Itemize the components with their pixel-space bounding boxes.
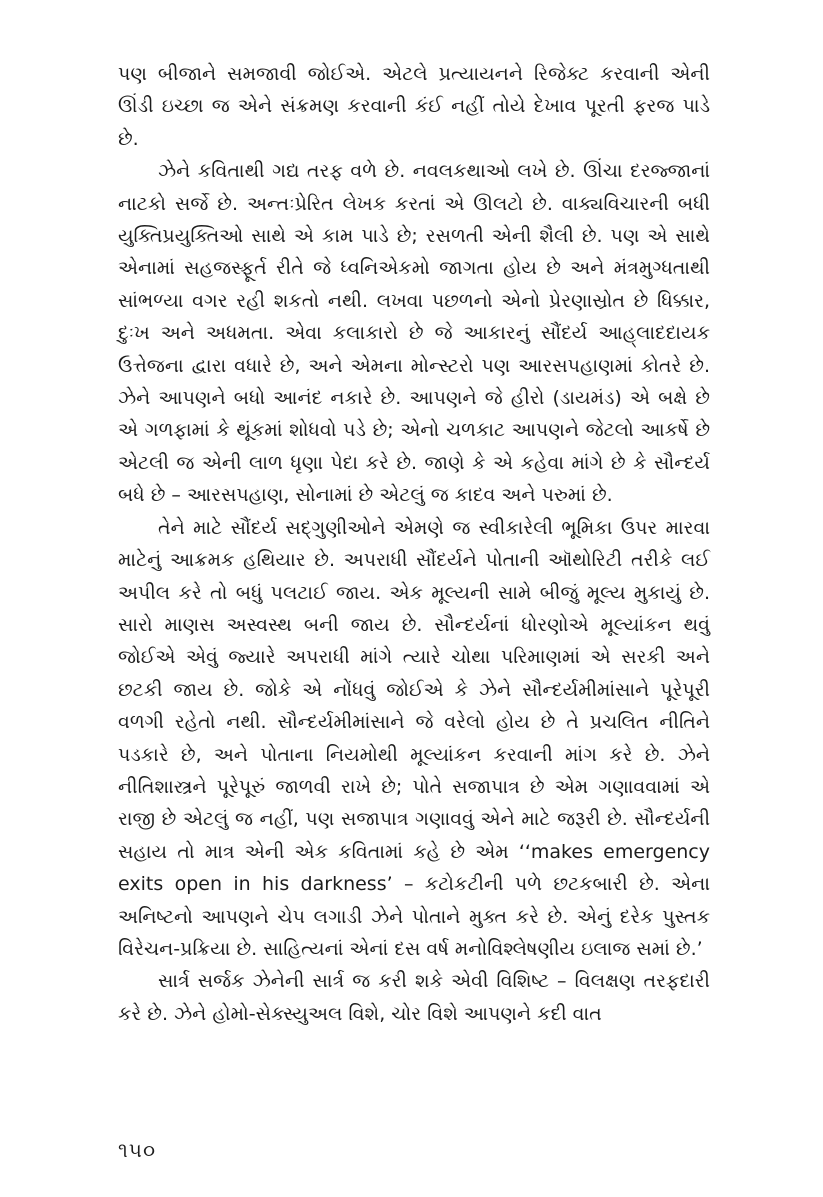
paragraph-3: તેને માટે સૌંદર્ય સદ્‌ગુણીઓને એમણે જ સ્વીકારેલી ભૂમિકા ઉપર મારવા માટેનું આક્રમક હથિયાર છે. અપરાધી સૌંદર્યને પોતાની ઑથોરિટી તરીકે લઈ અપીલ કરે તો બધું પલટાઈ જાય. એક મૂલ્યની સામે બીજું મૂલ્ય મુકાયું છે. સારો માણસ અસ્વસ્થ બની જાય છે. સૌન્દર્યનાં ધોરણોએ મૂલ્યાંકન થવું જોઈએ એવું જ્યારે અપરાધી માંગે ત્યારે ચોથા પરિમાણમાં એ સરકી અને છટકી જાય છે. જોકે એ નોંધવું જોઈએ કે ઝેને સૌન્દર્યમીમાંસાને પૂરેપૂરી વળગી રહેતો નથી. સૌન્દર્યમીમાંસાને જે વરેલો હોય છે તે પ્રચલિત નીતિને પડકારે છે, અને પોતાના નિયમોથી મૂલ્યાંકન કરવાની માંગ કરે છે. ઝેને નીતિશાસ્ત્રને પૂરેપૂરું જાળવી રાખે છે; પોતે સજાપાત્ર છે એમ ગણાવવામાં એ રાજી છે એટલું જ નહીં, પણ સજાપાત્ર ગણાવવું એને માટે જરૂરી છે. સૌન્દર્યની સહાય તો માત્ર એની એક કવિતામાં કહે છે એમ ‘‘makes emergency exits open in his darkness’ – કટોકટીની પળે છટકબારી છે. એના અનિષ્ટનો આપણને ચેપ લગાડી ઝેને પોતાને મુક્ત કરે છે. એનું દરેક પુસ્તક વિરેચન-પ્રક્રિયા છે. સાહિત્યનાં એનાં દસ વર્ષ મનોવિશ્લેષણીય ઇલાજ સમાં છે.’ xyxy=(118,516,710,960)
paragraph-1: પણ બીજાને સમજાવી જોઈએ. એટલે પ્રત્યાયનને રિજેક્ટ કરવાની એની ઊંડી ઇચ્છા જ એને સંક્રમણ કરવાની કંઈ નહીં તોયે દેખાવ પૂરતી ફરજ પાડે છે. xyxy=(118,63,710,150)
paragraph-4: સાર્ત્ર સર્જક ઝેનેની સાર્ત્ર જ કરી શકે એવી વિશિષ્ટ – વિલક્ષણ તરફદારી કરે છે. ઝેને હોમો-સેક્સ્યુઅલ વિશે, ચોર વિશે આપણને કદી વાત xyxy=(118,970,710,1025)
paragraph-2: ઝેને કવિતાથી ગદ્ય તરફ વળે છે. નવલકથાઓ લખે છે. ઊંચા દરજ્જાનાં નાટકો સર્જે છે. અન્તઃપ્રેરિત લેખક કરતાં એ ઊલટો છે. વાક્યવિચારની બધી યુક્તિપ્રયુક્તિઓ સાથે એ કામ પાડે છે; રસળતી એની શૈલી છે. પણ એ સાથે એનામાં સહજસ્ફૂર્ત રીતે જે ધ્વનિએકમો જાગતા હોય છે અને મંત્રમુગ્ધતાથી સાંભળ્યા વગર રહી શકતો નથી. લખવા પછળનો એનો પ્રેરણાસ્રોત છે ધિક્કાર, દુઃખ અને અધમતા. એવા કલાકારો છે જે આકારનું સૌંદર્ય આહ્‌લાદદાયક ઉત્તેજના દ્વારા વધારે છે, અને એમના મોન્સ્ટરો પણ આરસપહાણમાં કોતરે છે. ઝેને આપણને બધો આનંદ નકારે છે. આપણને જે હીરો (ડાયમંડ) એ બક્ષે છે એ ગળફામાં કે થૂંકમાં શોધવો પડે છે; એનો ચળકાટ આપણને જેટલો આકર્ષે છે એટલી જ એની લાળ ધૃણા પેદા કરે છે. જાણે કે એ કહેવા માંગે છે કે સૌન્દર્ય બધે છે – આરસપહાણ, સોનામાં છે એટલું જ કાદવ અને પરુમાં છે. xyxy=(118,160,710,507)
body-text xyxy=(118,58,710,1030)
page-number: ૧૫૦ xyxy=(118,1138,156,1162)
